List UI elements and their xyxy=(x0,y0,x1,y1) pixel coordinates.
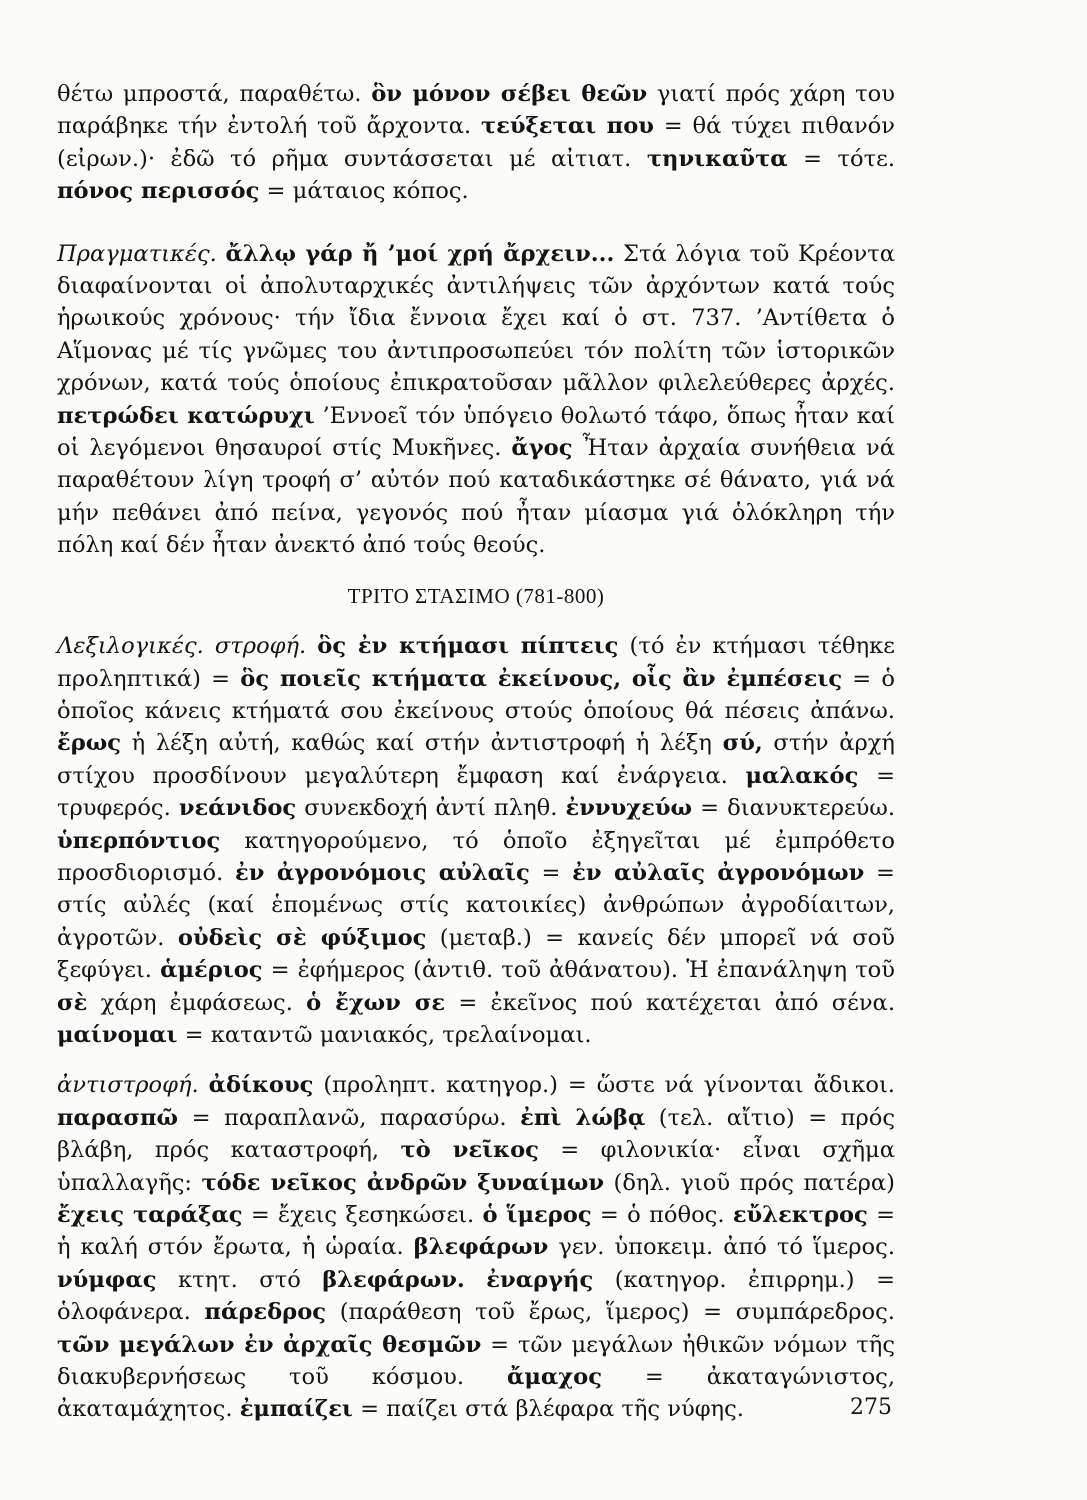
term: ὃν μόνον σέβει θεῶν xyxy=(371,81,648,107)
term: ἔρως xyxy=(57,730,122,757)
term: πετρώδει κατώρυχι xyxy=(57,402,315,429)
term: μαίνομαι xyxy=(57,1021,178,1048)
text-run: στήν ἀρχή στίχου προσδίνουν μεγαλύτερη ἔμφαση καί ἐνάργεια. xyxy=(57,730,895,789)
text-run: = τρυφερός. xyxy=(57,762,895,822)
term: νύμφας xyxy=(57,1266,157,1293)
term: πάρεδρος xyxy=(204,1299,327,1326)
section-label: Πραγματικές. xyxy=(57,240,217,267)
term: ἔχεις ταράξας xyxy=(57,1202,243,1228)
term: εὔλεκτρος xyxy=(732,1202,868,1228)
text-run: κατηγορούμενο, τό ὁποῖο ἐξηγεῖται μέ ἐμπρόθετο προσδιορισμό. xyxy=(57,827,895,886)
term: τῶν μεγάλων ἐν ἀρχαῖς θεσμῶν xyxy=(57,1331,482,1358)
section-label: Λεξιλογικές. στροφή. xyxy=(57,633,307,660)
term: βλεφάρων. xyxy=(322,1266,465,1293)
term: ἐν αὐλαῖς ἀγρονόμων xyxy=(572,859,865,886)
text-run: = διανυκτερεύω. xyxy=(700,795,896,822)
text-run: ἡ λέξη αὐτή, καθώς καί στήν ἀντιστροφή ἡ λέξη xyxy=(131,730,712,757)
term: ὑπερπόντιος xyxy=(57,827,221,854)
text-run: Ἦταν ἀρχαία συνήθεια νά παραθέτουν λίγη τροφή σ’ αὐτόν πού καταδικάστηκε σέ θάνατο, γιά νά μήν πεθάνει ἀπό πείνα, γεγονός πού ἦταν μίασμα γιά ὁλόκληρη τήν πόλη καί δέν ἦταν ἀνεκτό ἀπό τούς θεούς. xyxy=(57,435,895,559)
text-run: (παράθεση τοῦ ἔρως, ἵμερος) = συμπάρεδρος. xyxy=(339,1299,895,1326)
text-run: (τελ. αἴτιο) = πρός βλάβη, πρός καταστροφή, xyxy=(57,1104,896,1164)
term: ὃς ἐν κτήμασι πίπτεις xyxy=(317,633,619,660)
spacer xyxy=(57,612,895,630)
term: παρασπῶ xyxy=(57,1104,179,1131)
text-run: γιατί πρός χάρη του παράβηκε τήν ἐντολή τοῦ ἄρχοντα. xyxy=(57,81,896,140)
text-run: = μάταιος κόπος. xyxy=(266,178,469,205)
text-run: = ἔχεις ξεσηκώσει. xyxy=(250,1202,475,1228)
term: τὸ νεῖκος xyxy=(400,1137,539,1164)
term: ἄμαχος xyxy=(507,1364,602,1391)
text-run: = παραπλανῶ, παρασύρω. xyxy=(191,1104,507,1131)
term: ὁ ἵμερος xyxy=(482,1202,592,1228)
text-run: = ἐκεῖνος πού κατέχεται ἀπό σένα. xyxy=(458,989,895,1016)
paragraph-1 xyxy=(57,78,895,208)
paragraph-2 xyxy=(57,238,895,562)
text-run: θέτω μπροστά, παραθέτω. xyxy=(57,81,362,107)
term: νεάνιδος xyxy=(178,795,297,822)
paragraph-4 xyxy=(57,1069,895,1425)
spacer xyxy=(57,1051,895,1069)
page-text xyxy=(57,78,895,1426)
term: ἄλλῳ γάρ ἤ ’μοί χρή ἄρχειν... xyxy=(225,240,615,267)
term: ἄγος xyxy=(511,435,573,462)
term: τηνικαῦτα xyxy=(646,145,788,172)
text-run: = ὁ πόθος. xyxy=(599,1202,725,1228)
text-run: (δηλ. γιοῦ πρός πατέρα) xyxy=(613,1169,895,1196)
term: ἐν ἀγρονόμοις αὐλαῖς xyxy=(235,859,530,886)
text-run: Στά λόγια τοῦ Κρέοντα διαφαίνονται οἱ ἀπολυταρχικές ἀντιλήψεις τῶν ἀρχόντων κατά τούς ἡρωικούς χρόνους· τήν ἴδια ἔννοια ἔχει καί ὁ στ. 737. ’Αντίθετα ὁ Αἵμονας μέ τίς γνῶμες του ἀντιπροσωπεύει τόν πολίτη τῶν ἱστορικῶν χρόνων, κατά τούς ὁποίους ἐπικρατοῦσαν μᾶλλον φιλελεύθερες ἀρχές. xyxy=(57,240,895,397)
term: τεύξεται που xyxy=(480,113,654,140)
text-run: = στίς αὐλές (καί ἑπομένως στίς κατοικίες) ἀνθρώπων ἀγροδίαιτων, ἀγροτῶν. xyxy=(57,859,895,951)
text-run: = παίζει στά βλέφαρα τῆς νύφης. xyxy=(360,1396,744,1423)
text-run: συνεκδοχή ἀντί πληθ. xyxy=(304,795,558,822)
page-number: 275 xyxy=(850,1395,892,1420)
text-run: = τῶν μεγάλων ἠθικῶν νόμων τῆς διακυβερνήσεως τοῦ κόσμου. xyxy=(57,1331,895,1391)
term: σὲ xyxy=(57,989,88,1016)
section-label: ἀντιστροφή. xyxy=(57,1072,199,1099)
text-run: = ἡ καλή στόν ἔρωτα, ἡ ὡραία. xyxy=(57,1202,896,1261)
term: ἐμπαίζει xyxy=(239,1396,353,1423)
text-run: = τότε. xyxy=(803,145,895,172)
term: ἁμέριος xyxy=(160,957,263,984)
term: ἐννυχεύω xyxy=(565,795,693,822)
term: βλεφάρων xyxy=(413,1234,549,1261)
text-run: = xyxy=(541,859,561,886)
section-heading: ΤΡΙΤΟ ΣΤΑΣΙΜΟ (781-800) xyxy=(347,583,605,608)
term: ἐπὶ λώβᾳ xyxy=(520,1104,646,1131)
spacer xyxy=(57,208,895,238)
text-run: = ἐφήμερος (ἀντιθ. τοῦ ἀθάνατου). Ἡ ἐπανάληψη τοῦ xyxy=(270,957,895,984)
text-run: (κατηγορ. ἐπιρρημ.) = ὁλοφάνερα. xyxy=(57,1266,896,1326)
text-run: γεν. ὑποκειμ. ἀπό τό ἵμερος. xyxy=(558,1234,895,1261)
text-run: (προληπτ. κατηγορ.) = ὥστε νά γίνονται ἄδικοι. xyxy=(323,1072,895,1099)
term: σύ, xyxy=(722,730,763,757)
term: πόνος περισσός xyxy=(57,178,260,205)
text-run: = θά τύχει πιθανόν (εἰρων.)· ἐδῶ τό ρῆμα συντάσσεται μέ αἰτιατ. xyxy=(57,113,896,172)
term: μαλακός xyxy=(745,762,859,789)
text-run: χάρη ἐμφάσεως. xyxy=(100,989,293,1016)
text-run: ’Εννοεῖ τόν ὑπόγειο θολωτό τάφο, ὅπως ἦταν καί οἱ λεγόμενοι θησαυροί στίς Μυκῆνες. xyxy=(57,402,896,462)
paragraph-3 xyxy=(57,630,895,1051)
text-run: κτητ. στό xyxy=(177,1266,301,1293)
term: τόδε νεῖκος ἀνδρῶν ξυναίμων xyxy=(201,1169,605,1196)
text-run: (τό ἐν κτήμασι τέθηκε προληπτικά) = xyxy=(57,633,896,692)
text-run: = καταντῶ μανιακός, τρελαίνομαι. xyxy=(184,1021,592,1048)
text-run: (μεταβ.) = κανείς δέν μπορεῖ νά σοῦ ξεφύγει. xyxy=(57,924,896,984)
text-run: = ἀκαταγώνιστος, ἀκαταμάχητος. xyxy=(57,1364,896,1423)
text-run: = φιλονικία· εἶναι σχῆμα ὑπαλλαγῆς: xyxy=(57,1137,895,1196)
term: οὐδεὶς σὲ φύξιμος xyxy=(177,924,427,951)
term: ἐναργής xyxy=(486,1266,594,1293)
term: ὃς ποιεῖς κτήματα ἐκείνους, οἷς ἂν ἐμπέσεις xyxy=(240,665,843,692)
spacer xyxy=(57,562,895,580)
text-run: = ὁ ὁποῖος κάνεις κτήματά σου ἐκείνους στούς ὁποίους θά πέσεις ἀπάνω. xyxy=(57,665,895,724)
term: ἀδίκους xyxy=(208,1072,314,1099)
term: ὁ ἔχων σε xyxy=(306,989,446,1016)
